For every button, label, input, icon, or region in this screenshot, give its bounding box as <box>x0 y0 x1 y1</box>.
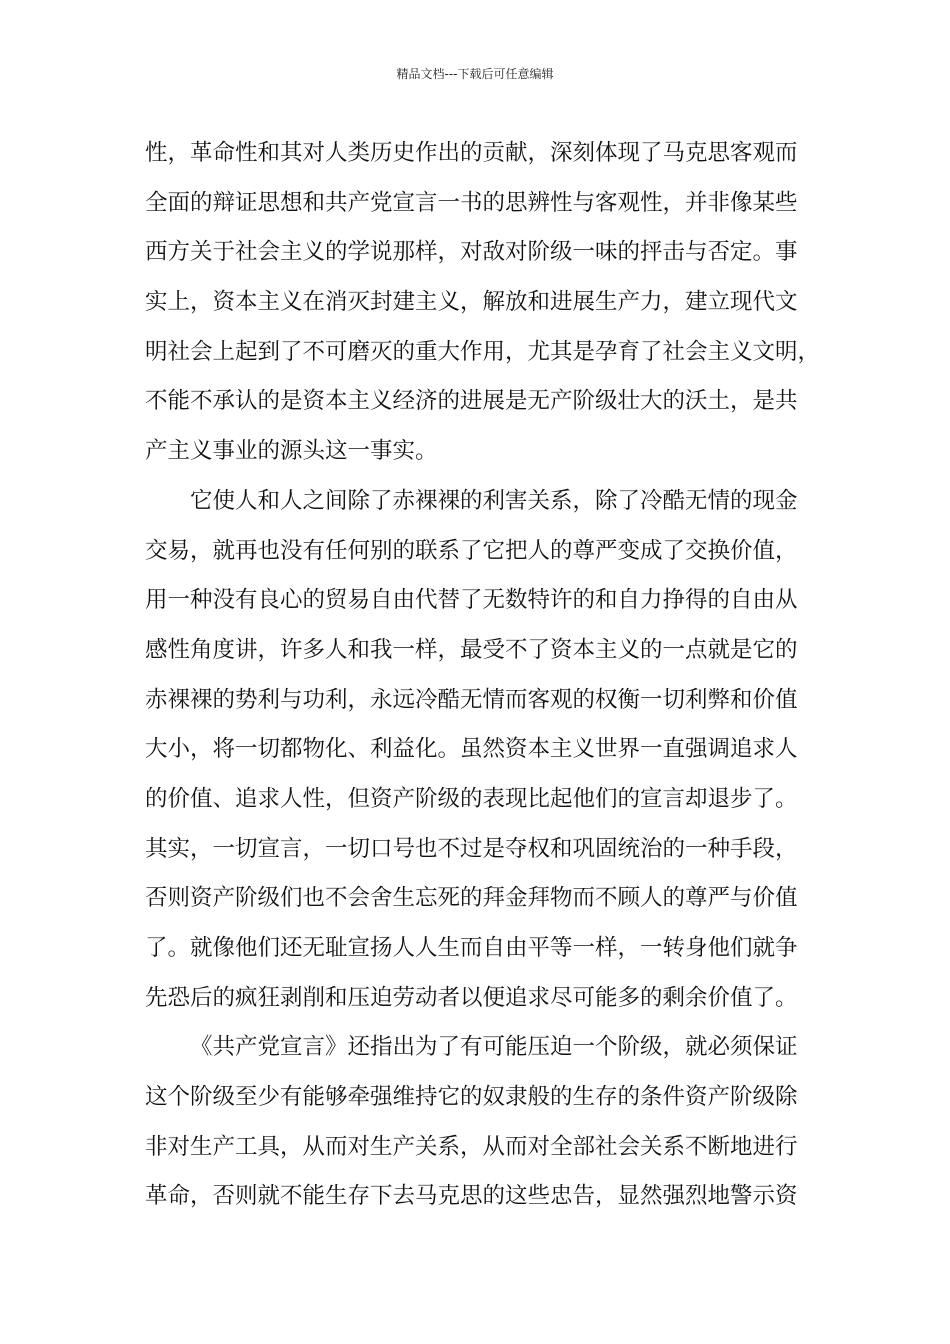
text-line: 赤裸裸的势利与功利，永远冷酷无情而客观的权衡一切利弊和价值 <box>145 686 798 713</box>
text-line: 其实，一切宣言，一切口号也不过是夺权和巩固统治的一种手段， <box>145 835 798 862</box>
text-line: 这个阶级至少有能够牵强维持它的奴隶般的生存的条件资产阶级除 <box>145 1084 798 1111</box>
text-line: 全面的辩证思想和共产党宣言一书的思辨性与客观性，并非像某些 <box>145 189 798 216</box>
text-line: 先恐后的疯狂剥削和压迫劳动者以便追求尽可能多的剩余价值了。 <box>145 984 798 1011</box>
text-line: 了。就像他们还无耻宣扬人人生而自由平等一样，一转身他们就争 <box>145 935 798 961</box>
text-line: 性，革命性和其对人类历史作出的贡献，深刻体现了马克思客观而 <box>145 140 798 166</box>
text-line: 用一种没有良心的贸易自由代替了无数特许的和自力挣得的自由从 <box>145 587 798 614</box>
text-line: 明社会上起到了不可磨灭的重大作用，尤其是孕育了社会主义文明， <box>145 338 821 365</box>
text-line: 交易，就再也没有任何别的联系了它把人的尊严变成了交换价值， <box>145 537 798 564</box>
paragraph-first-line: 《共产党宣言》还指出为了有可能压迫一个阶级，就必须保证 <box>190 1034 798 1061</box>
text-line: 否则资产阶级们也不会舍生忘死的拜金拜物而不顾人的尊严与价值 <box>145 885 798 912</box>
text-line: 实上，资本主义在消灭封建主义，解放和进展生产力，建立现代文 <box>145 289 798 316</box>
text-line: 感性角度讲，许多人和我一样，最受不了资本主义的一点就是它的 <box>145 636 798 663</box>
text-line: 西方关于社会主义的学说那样，对敌对阶级一味的抨击与否定。事 <box>145 239 798 266</box>
text-line: 大小，将一切都物化、利益化。虽然资本主义世界一直强调追求人 <box>145 736 798 763</box>
page-header: 精品文档---下载后可任意编辑 <box>396 67 554 81</box>
text-line: 不能不承认的是资本主义经济的进展是无产阶级壮大的沃土，是共 <box>145 388 798 415</box>
text-line: 革命，否则就不能生存下去马克思的这些忠告，显然强烈地警示资 <box>145 1183 798 1210</box>
paragraph-first-line: 它使人和人之间除了赤裸裸的利害关系，除了冷酷无情的现金 <box>190 487 798 514</box>
text-line: 非对生产工具，从而对生产关系，从而对全部社会关系不断地进行 <box>145 1133 798 1160</box>
text-line: 产主义事业的源头这一事实。 <box>145 438 438 465</box>
text-line: 的价值、追求人性，但资产阶级的表现比起他们的宣言却退步了。 <box>145 785 798 812</box>
body-text <box>145 129 825 1222</box>
